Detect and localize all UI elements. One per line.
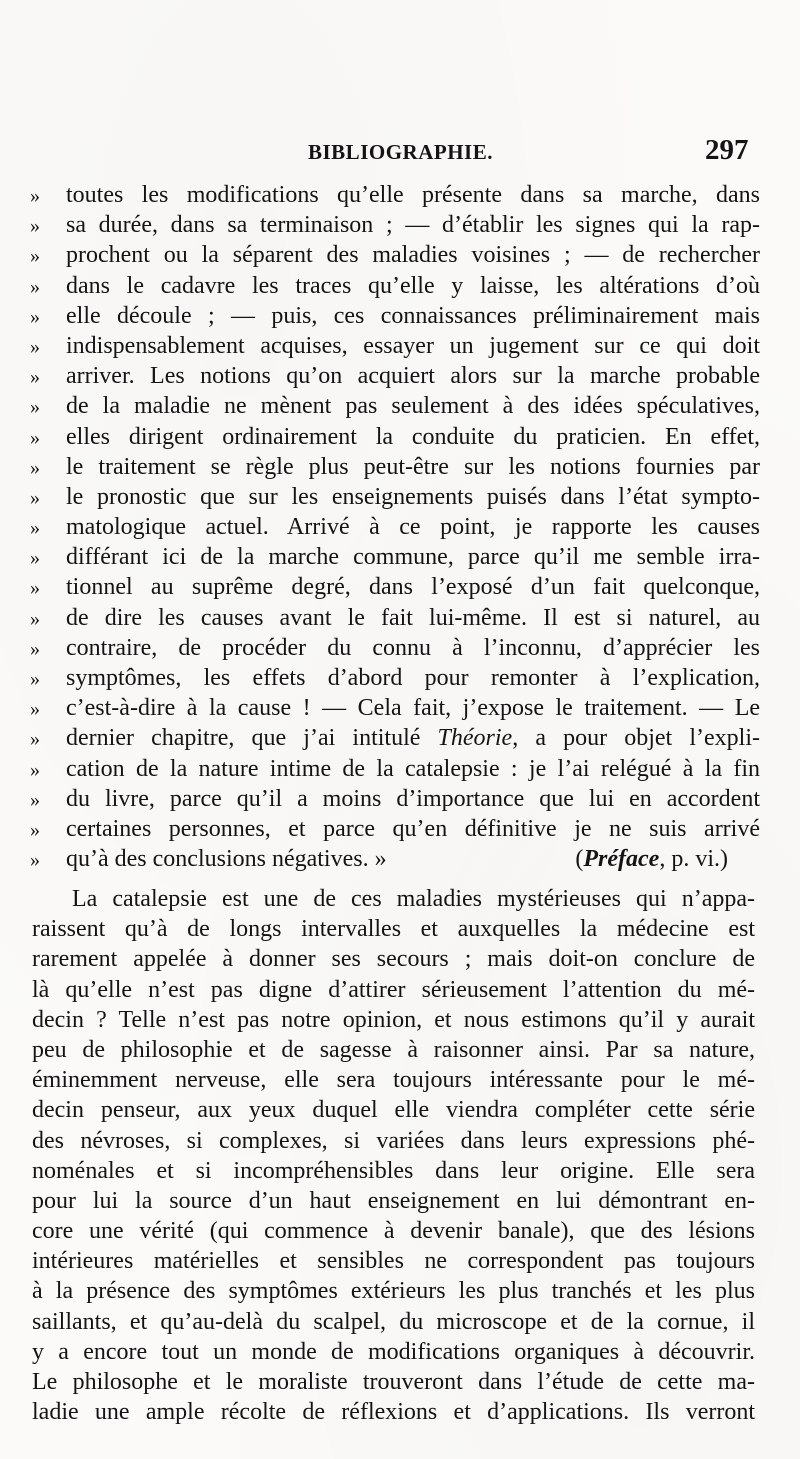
body-line: raissent qu’à de longs intervalles et auxquelles la médecine est <box>32 916 755 943</box>
quote-line: » le traitement se règle plus peut-être sur les notions fournies par <box>30 453 760 480</box>
body-line: intérieures matérielles et sensibles ne correspondent pas toujours <box>32 1248 755 1275</box>
body-line: rarement appelée à donner ses secours ; mais doit-on conclure de <box>32 946 755 973</box>
quote-line: » symptômes, les effets d’abord pour remonter à l’explication, <box>30 665 760 691</box>
quote-line: » arriver. Les notions qu’on acquiert alors sur la marche probable <box>30 363 760 390</box>
body-line: là qu’elle n’est pas digne d’attirer sérieusement l’attention du mé- <box>32 976 755 1003</box>
quote-line: » de la maladie ne mènent pas seulement à des idées spéculatives, <box>30 393 760 420</box>
quote-line: » contraire, de procéder du connu à l’inconnu, d’apprécier les <box>30 634 760 661</box>
body-line: éminemment nerveuse, elle sera toujours intéressante pour le mé- <box>32 1067 755 1094</box>
quote-line: » certaines personnes, et parce qu’en définitive je ne suis arrivé <box>30 815 760 842</box>
quote-line: » de dire les causes avant le fait lui-même. Il est si naturel, au <box>30 604 760 631</box>
body-line: noménales et si incompréhensibles dans leur origine. Elle sera <box>32 1157 755 1184</box>
quote-line: » sa durée, dans sa terminaison ; — d’établir les signes qui la rap- <box>30 212 760 239</box>
body-paragraph <box>32 884 755 1427</box>
quote-line: » différant ici de la marche commune, parce qu’il me semble irra- <box>30 544 760 571</box>
running-head <box>0 136 800 176</box>
body-line: ladie une ample récolte de réflexions et d’applications. Ils verront <box>32 1399 755 1426</box>
body-line: core une vérité (qui commence à devenir banale), que des lésions <box>32 1218 755 1245</box>
quote-last-line: » qu’à des conclusions négatives. » (Préface, p. vi.) <box>30 844 760 874</box>
quote-line: » le pronostic que sur les enseignements puisés dans l’état sympto- <box>30 483 760 510</box>
page-number: 297 <box>705 134 749 166</box>
quote-line: » du livre, parce qu’il a moins d’importance que lui en accordent <box>30 785 760 812</box>
body-line: pour lui la source d’un haut enseignement en lui démontrant en- <box>32 1187 755 1214</box>
body-line: decin ? Telle n’est pas notre opinion, et nous estimons qu’il y aurait <box>32 1006 755 1033</box>
quote-line: » elle découle ; — puis, ces connaissances préliminairement mais <box>30 302 760 329</box>
body-line: y a encore tout un monde de modifications organiques à découvrir. <box>32 1338 755 1365</box>
body-line: des névroses, si complexes, si variées dans leurs expressions phé- <box>32 1127 755 1154</box>
body-line: saillants, et qu’au-delà du scalpel, du microscope et de la cornue, il <box>32 1308 755 1335</box>
source-reference: (Préface, p. vi.) <box>575 846 728 873</box>
quote-line: » cation de la nature intime de la catalepsie : je l’ai relégué à la fin <box>30 755 760 782</box>
body-line: peu de philosophie et de sagesse à raisonner ainsi. Par sa nature, <box>32 1036 755 1063</box>
body-line: La catalepsie est une de ces maladies mystérieuses qui n’appa- <box>72 886 755 912</box>
quote-line: » prochent ou la séparent des maladies voisines ; — de rechercher <box>30 242 760 269</box>
quote-line: » tionnel au suprême degré, dans l’exposé d’un fait quelconque, <box>30 574 760 601</box>
quote-line: » indispensablement acquises, essayer un jugement sur ce qui doit <box>30 332 760 359</box>
quote-line: » dernier chapitre, que j’ai intitulé Théorie, a pour objet l’expli- <box>30 725 760 752</box>
quote-line: » elles dirigent ordinairement la conduite du praticien. En effet, <box>30 423 760 450</box>
quote-line: » toutes les modifications qu’elle présente dans sa marche, dans <box>30 182 760 208</box>
theorie-chapter-title: Théorie <box>437 725 513 752</box>
quote-line: » dans le cadavre les traces qu’elle y laisse, les altérations d’où <box>30 272 760 299</box>
quote-line: » matologique actuel. Arrivé à ce point, je rapporte les causes <box>30 514 760 541</box>
quoted-passage <box>30 180 760 874</box>
body-line: Le philosophe et le moraliste trouveront dans l’étude de cette ma- <box>32 1369 755 1395</box>
quote-line: » c’est-à-dire à la cause ! — Cela fait, j’expose le traitement. — Le <box>30 695 760 722</box>
body-line: à la présence des symptômes extérieurs les plus tranchés et les plus <box>32 1278 755 1305</box>
body-line: decin penseur, aux yeux duquel elle viendra compléter cette série <box>32 1097 755 1124</box>
running-head-title: BIBLIOGRAPHIE. <box>308 140 493 164</box>
